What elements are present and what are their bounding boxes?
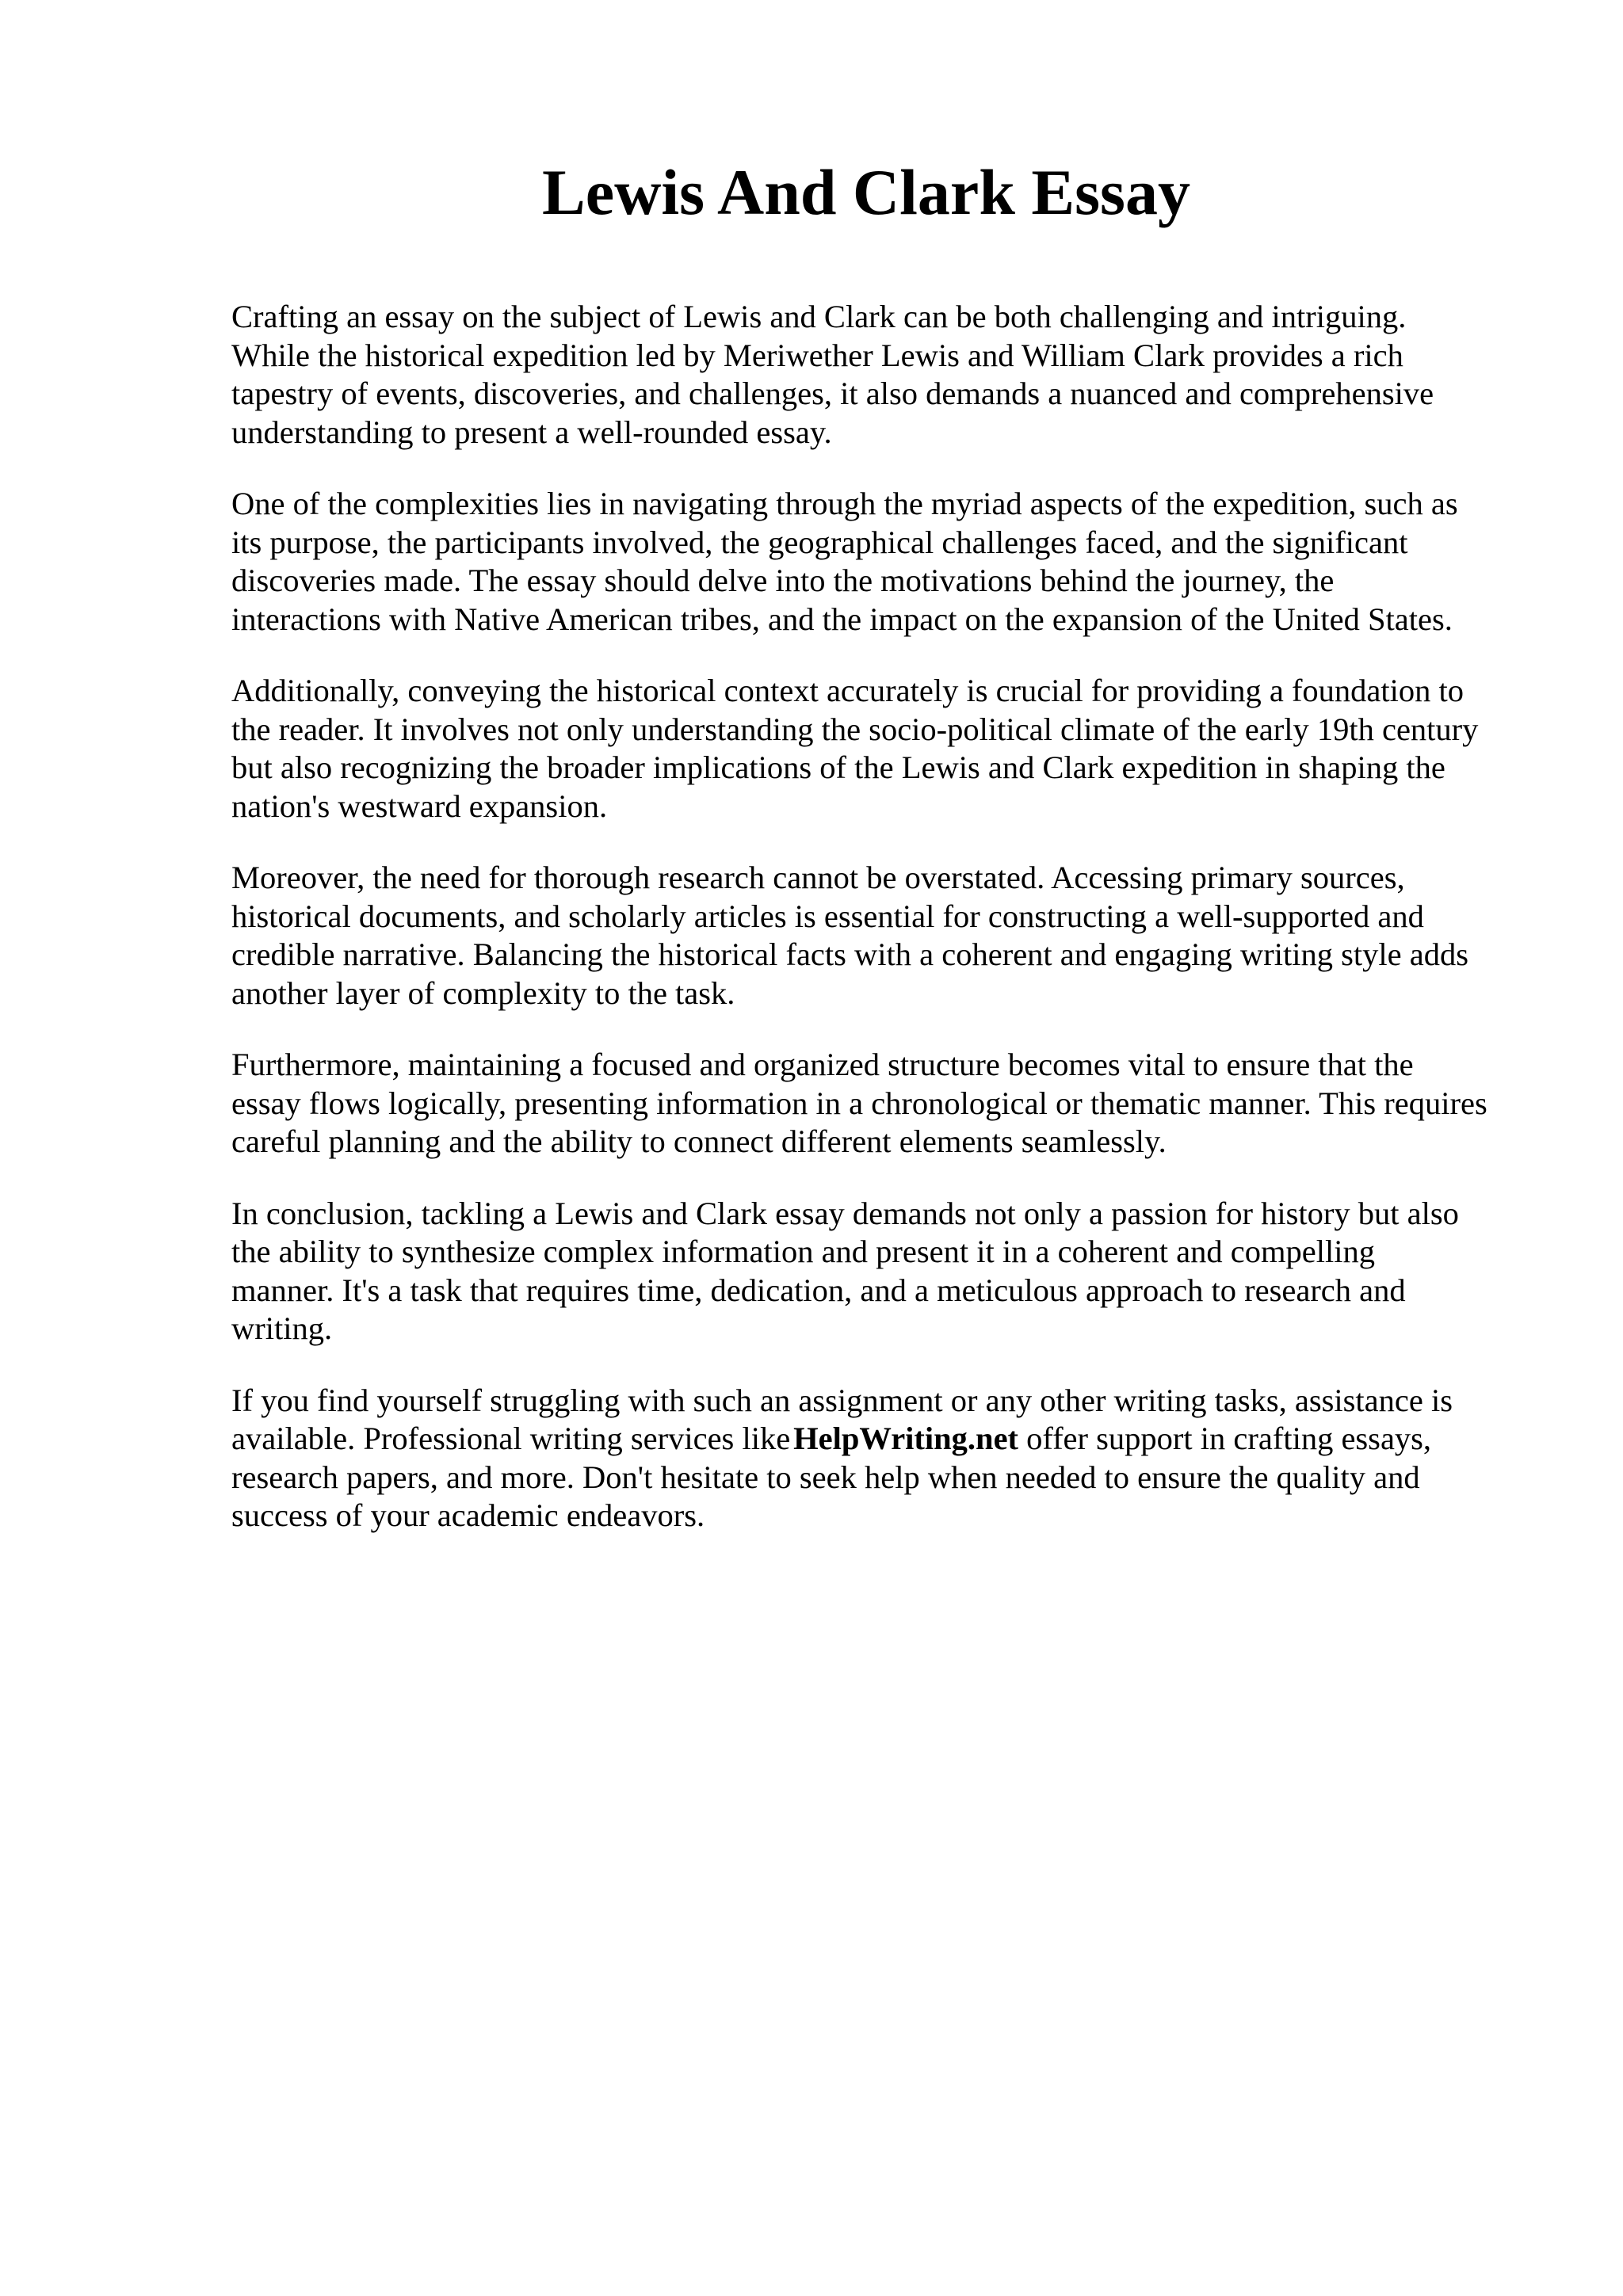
paragraph-4 [231, 859, 1571, 1013]
paragraph-3-line-2: the reader. It involves not only understanding the socio-political climate of the early 19th century [231, 711, 1479, 747]
paragraph-6 [231, 1195, 1571, 1348]
paragraph-3-line-1: Additionally, conveying the historical context accurately is crucial for providing a foundation to [231, 673, 1465, 708]
paragraph-1-line-3: tapestry of events, discoveries, and challenges, it also demands a nuanced and comprehensive [231, 376, 1434, 411]
paragraph-6-line-1: In conclusion, tackling a Lewis and Clark essay demands not only a passion for history but also [231, 1195, 1459, 1231]
paragraph-4-line-2: historical documents, and scholarly articles is essential for constructing a well-supported and [231, 898, 1424, 934]
paragraph-3-line-4: nation's westward expansion. [231, 788, 608, 824]
paragraph-3 [231, 672, 1571, 826]
paragraph-1-line-2: While the historical expedition led by Meriwether Lewis and William Clark provides a rich [231, 337, 1403, 373]
closing-line-3: research papers, and more. Don't hesitate to seek help when needed to ensure the quality and [231, 1459, 1420, 1495]
document-title: Lewis And Clark Essay [542, 156, 1190, 228]
closing-line-2 [231, 1420, 1571, 1459]
closing-line-2-after: offer support in crafting essays, [1026, 1421, 1432, 1456]
paragraph-2-line-4: interactions with Native American tribes, and the impact on the expansion of the United States. [231, 601, 1453, 637]
document-body [231, 298, 1571, 1569]
paragraph-2-line-3: discoveries made. The essay should delve into the motivations behind the journey, the [231, 563, 1335, 598]
paragraph-4-line-1: Moreover, the need for thorough research cannot be overstated. Accessing primary sources, [231, 860, 1405, 895]
paragraph-closing [231, 1382, 1571, 1535]
paragraph-2-line-1: One of the complexities lies in navigating through the myriad aspects of the expedition, such as [231, 486, 1458, 521]
closing-line-2-before: available. Professional writing services like [231, 1421, 791, 1456]
paragraph-2-line-2: its purpose, the participants involved, the geographical challenges faced, and the significant [231, 524, 1408, 560]
paragraph-6-line-2: the ability to synthesize complex information and present it in a coherent and compelling [231, 1234, 1375, 1269]
paragraph-5 [231, 1046, 1571, 1161]
helpwriting-link[interactable]: HelpWriting.net [793, 1421, 1019, 1456]
paragraph-1-line-1: Crafting an essay on the subject of Lewis and Clark can be both challenging and intriguing. [231, 299, 1407, 334]
closing-line-4: success of your academic endeavors. [231, 1497, 705, 1533]
paragraph-1 [231, 298, 1571, 452]
paragraph-5-line-2: essay flows logically, presenting information in a chronological or thematic manner. This requires [231, 1085, 1487, 1121]
paragraph-3-line-3: but also recognizing the broader implications of the Lewis and Clark expedition in shaping the [231, 749, 1445, 785]
paragraph-6-line-3: manner. It's a task that requires time, dedication, and a meticulous approach to research and [231, 1272, 1406, 1308]
paragraph-1-line-4: understanding to present a well-rounded essay. [231, 414, 832, 450]
closing-line-1: If you find yourself struggling with such an assignment or any other writing tasks, assistance is [231, 1382, 1453, 1418]
paragraph-6-line-4: writing. [231, 1310, 333, 1346]
paragraph-5-line-1: Furthermore, maintaining a focused and organized structure becomes vital to ensure that the [231, 1047, 1414, 1082]
paragraph-4-line-4: another layer of complexity to the task. [231, 974, 735, 1011]
paragraph-2 [231, 485, 1571, 639]
paragraph-5-line-3: careful planning and the ability to connect different elements seamlessly. [231, 1123, 1167, 1159]
paragraph-4-line-3: credible narrative. Balancing the historical facts with a coherent and engaging writing style adds [231, 936, 1468, 972]
